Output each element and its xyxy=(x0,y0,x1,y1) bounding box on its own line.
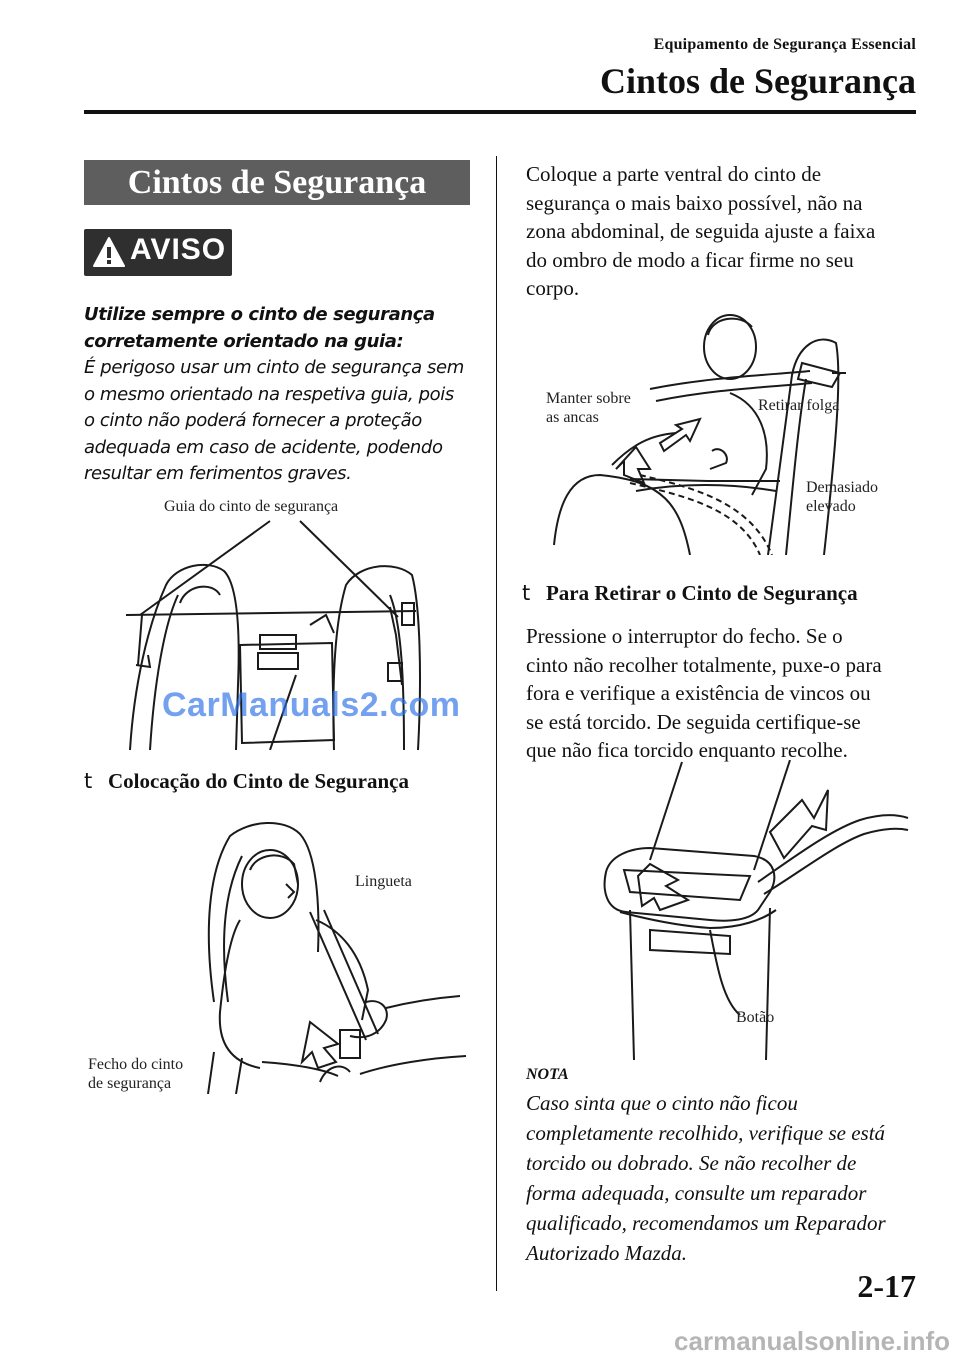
warning-line: adequada em caso de acidente, podendo xyxy=(84,436,443,458)
bullet-glyph: t xyxy=(522,581,531,605)
text-line: completamente recolhido, verifique se está xyxy=(526,1121,886,1145)
page-number: 2-17 xyxy=(857,1268,916,1304)
text-line: Coloque a parte ventral do cinto de xyxy=(526,162,822,186)
label-buckle-line2: de segurança xyxy=(88,1075,172,1092)
watermark-footer: carmanualsonline.info xyxy=(674,1326,950,1356)
label-remove-slack: Retirar folga xyxy=(758,397,840,414)
text-line: Pressione o interruptor do fecho. Se o xyxy=(526,624,843,648)
text-line: Autorizado Mazda. xyxy=(526,1241,688,1265)
label-buckle-line1: Fecho do cinto xyxy=(88,1056,184,1073)
lap-belt-position-illustration xyxy=(540,305,860,555)
page-title: Cintos de Segurança xyxy=(599,61,916,101)
text-line: Caso sinta que o cinto não ficou xyxy=(526,1091,798,1115)
text-line: do ombro de modo a ficar firme no seu xyxy=(526,247,854,272)
subsection-title: Colocação do Cinto de Segurança xyxy=(107,769,409,793)
label-hips-line2: as ancas xyxy=(546,409,599,426)
note-text xyxy=(526,1088,926,1268)
note-label: NOTA xyxy=(526,1066,569,1083)
text-line: se está torcido. De seguida certifique-se xyxy=(526,709,861,734)
text-line: que não fica torcido enquanto recolhe. xyxy=(526,738,848,762)
warning-text xyxy=(84,302,484,488)
warning-line: resultar em ferimentos graves. xyxy=(84,463,352,484)
section-title: Cintos de Segurança xyxy=(84,160,470,205)
label-tongue: Lingueta xyxy=(355,873,412,890)
bullet-glyph: t xyxy=(84,769,93,793)
text-line: cinto não recolher totalmente, puxe-o para xyxy=(526,652,882,677)
text-line: fora e verifique a existência de vincos ou xyxy=(526,681,871,705)
remove-belt-instructions xyxy=(526,622,926,765)
figure1-caption: Guia do cinto de segurança xyxy=(164,498,339,515)
warning-bold-line: Utilize sempre o cinto de segurança xyxy=(84,304,435,325)
label-button: Botão xyxy=(736,1009,775,1026)
header-divider xyxy=(84,110,916,114)
text-line: segurança o mais baixo possível, não na xyxy=(526,190,863,215)
subsection-heading-remove xyxy=(522,581,858,606)
warning-line: o mesmo orientado na respetiva guia, pois xyxy=(84,383,454,405)
warning-triangle-icon xyxy=(92,236,126,268)
label-hips-line1: Manter sobre xyxy=(546,390,631,407)
subsection-heading-fasten xyxy=(84,769,409,794)
chapter-subtitle: Equipamento de Segurança Essencial xyxy=(653,36,916,53)
warning-label: AVISO xyxy=(130,233,227,266)
warning-line: É perigoso usar um cinto de segurança sem xyxy=(84,357,464,378)
column-divider xyxy=(496,156,497,1291)
text-line: qualificado, recomendamos um Reparador xyxy=(526,1211,886,1235)
label-too-high-line2: elevado xyxy=(806,498,856,515)
text-line: zona abdominal, de seguida ajuste a faixa xyxy=(526,219,876,243)
warning-line: o cinto não poderá fornecer a proteção xyxy=(84,410,422,431)
subsection-title: Para Retirar o Cinto de Segurança xyxy=(545,581,858,605)
text-line: corpo. xyxy=(526,276,580,300)
watermark-logo: CarManuals2.com xyxy=(162,686,461,724)
warning-bold-line: corretamente orientado na guia: xyxy=(84,330,404,352)
text-line: torcido ou dobrado. Se não recolher de xyxy=(526,1151,857,1175)
label-too-high-line1: Demasiado xyxy=(806,479,878,496)
lap-belt-instructions xyxy=(526,160,926,303)
text-line: forma adequada, consulte um reparador xyxy=(526,1181,867,1205)
fasten-belt-illustration xyxy=(190,812,470,1094)
